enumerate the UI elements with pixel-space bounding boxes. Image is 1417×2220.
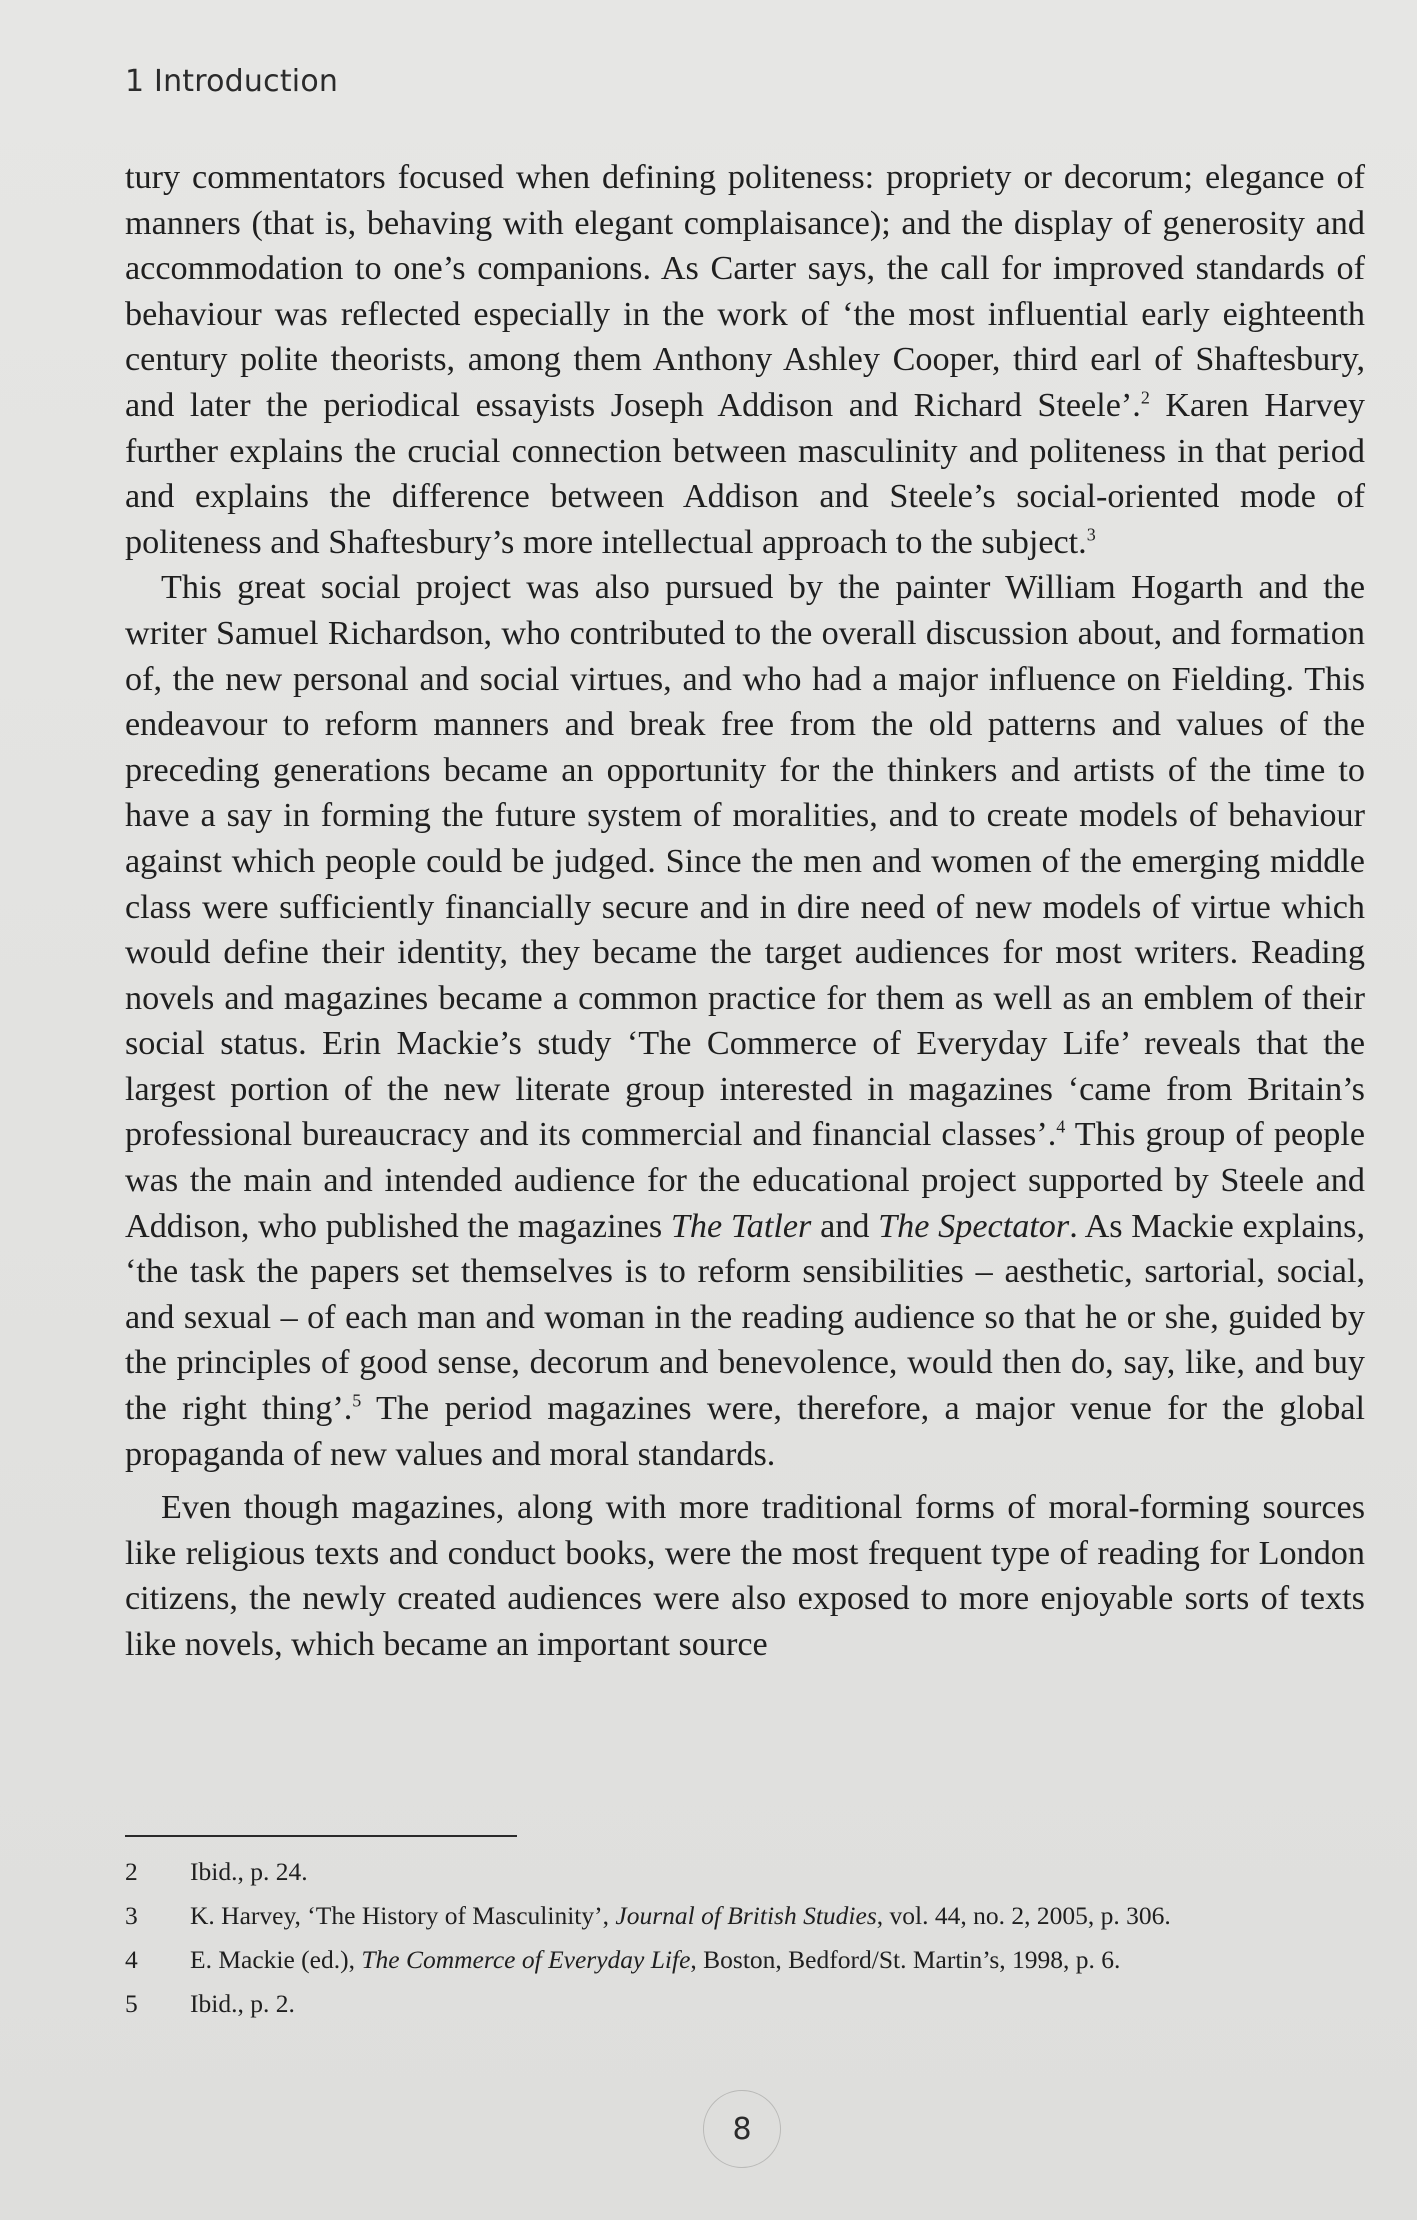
- footnote-marker: 2: [1140, 387, 1150, 408]
- text-run: K. Harvey, ‘The History of Masculinity’,: [190, 1901, 616, 1930]
- text-run: Karen Harvey further explains the crucial connection between masculinity and politeness in that period and explains the difference between Addison and Steele’s social-oriented mode of politeness and Shaftesbury’s more intellectual approach to the subject.: [125, 386, 1365, 561]
- text-run: Even though magazines, along with more traditional forms of moral-forming sources like religious texts and conduct books, were the most frequent type of reading for London citizens, the newly created audiences were also exposed to more enjoyable sorts of texts like novels, which became an important source: [125, 1489, 1365, 1663]
- footnote-text: [190, 1938, 1365, 1982]
- footnote: [125, 1850, 1365, 1894]
- italic-title: The Tatler: [670, 1207, 812, 1245]
- body-text: [125, 155, 1365, 1668]
- paragraph: [125, 155, 1365, 565]
- footnote: [125, 1894, 1365, 1938]
- footnote-text: [190, 1894, 1365, 1938]
- footnote: [125, 1982, 1365, 2026]
- text-run: The period magazines were, therefore, a major venue for the global propaganda of new values and moral standards.: [125, 1390, 1366, 1473]
- footnote-number: 5: [125, 1989, 138, 2018]
- text-run: . As Mackie explains, ‘the task the papers set themselves is to reform sensibilities – aesthetic, sartorial, social, and sexual – of each man and woman in the reading audience so that he or she, guided by the principles of good sense, decorum and benevolence, would then do, say, like, and buy the right thing’.: [125, 1207, 1365, 1428]
- text-run: Ibid., p. 24.: [190, 1857, 308, 1886]
- footnote-number: 3: [125, 1901, 138, 1930]
- paragraph: [125, 565, 1365, 1477]
- paragraph: [125, 1485, 1365, 1667]
- text-run: Ibid., p. 2.: [190, 1989, 295, 2018]
- text-run: E. Mackie (ed.),: [190, 1945, 362, 1974]
- footnote-text: [190, 1982, 1365, 2026]
- text-run: This group of people was the main and intended audience for the educational project supported by Steele and Addison, who published the magazines: [125, 1116, 1365, 1245]
- text-run: tury commentators focused when defining politeness: propriety or decorum; elegance of manners (that is, behaving with elegant complaisance); and the display of generosity and accommodation to one’s companions. As Carter says, the call for improved standards of behaviour was reflected especially in the work of ‘the most influential early eighteenth century polite theorists, among them Anthony Ashley Cooper, third earl of Shaftesbury, and later the periodical essayists Joseph Addison and Richard Steele’.: [125, 159, 1365, 424]
- footnote-number: 2: [125, 1857, 138, 1886]
- footnote-marker: 4: [1056, 1117, 1066, 1138]
- italic-title: Journal of British Studies: [615, 1901, 877, 1930]
- text-run: , vol. 44, no. 2, 2005, p. 306.: [876, 1901, 1171, 1930]
- text-run: , Boston, Bedford/St. Martin’s, 1998, p. 6.: [690, 1945, 1121, 1974]
- footnote-text: [190, 1850, 1365, 1894]
- italic-title: The Commerce of Everyday Life: [361, 1945, 691, 1974]
- footnote-number: 4: [125, 1945, 138, 1974]
- footnote-rule: [125, 1835, 517, 1837]
- footnotes: [125, 1850, 1365, 2026]
- running-head: 1 Introduction: [125, 64, 339, 99]
- text-run: This great social project was also pursued by the painter William Hogarth and the writer Samuel Richardson, who contributed to the overall discussion about, and formation of, the new personal and social virtues, and who had a major influence on Fielding. This endeavour to reform manners and break free from the old patterns and values of the preceding generations became an opportunity for the thinkers and artists of the time to have a say in forming the future system of moralities, and to create models of behaviour against which people could be judged. Since the men and women of the emerging middle class were sufficiently financially secure and in dire need of new models of virtue which would define their identity, they became the target audiences for most writers. Reading novels and magazines became a common practice for them as well as an emblem of their social status. Erin Mackie’s study ‘The Commerce of Everyday Life’ reveals that the largest portion of the new literate group interested in magazines ‘came from Britain’s professional bureaucracy and its commercial and financial classes’.: [125, 569, 1365, 1154]
- text-run: and: [811, 1207, 879, 1245]
- italic-title: The Spectator: [878, 1207, 1070, 1245]
- page-number: 8: [703, 2090, 781, 2168]
- footnote-marker: 3: [1086, 524, 1096, 545]
- footnote-marker: 5: [352, 1390, 362, 1411]
- footnote: [125, 1938, 1365, 1982]
